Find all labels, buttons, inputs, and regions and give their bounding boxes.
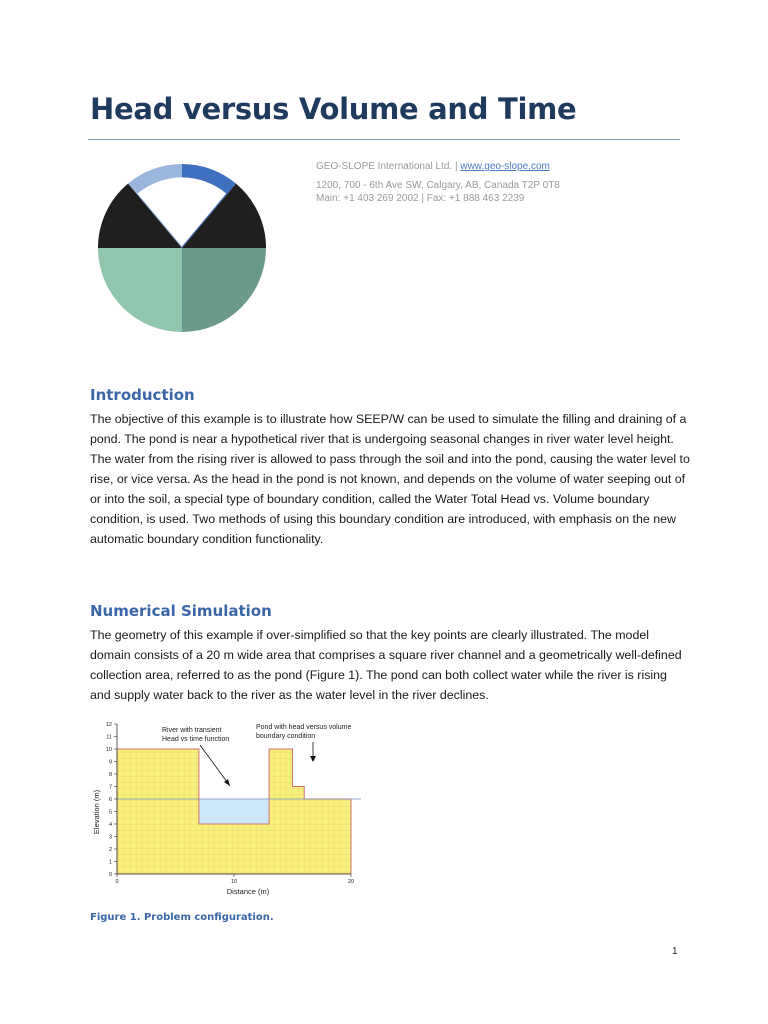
logo-segment-bottom-right: [182, 248, 266, 332]
company-info: [316, 160, 560, 205]
y-tick-label: 12: [105, 722, 112, 728]
y-tick-label: 1: [108, 859, 112, 866]
plot-area: [106, 722, 361, 885]
numerical-simulation-paragraph: The geometry of this example if over-simplified so that the key points are clearly illustrated. The model domain consists of a 20 m wide area that comprises a square river channel and a geometrically well-defined collection area, referred to as the pond (Figure 1). The pond can both collect water while the river is rising and supply water back to the river as the water level in the river declines.: [90, 628, 682, 702]
introduction-paragraph: The objective of this example is to illustrate how SEEP/W can be used to simulate the filling and draining of a pond. The pond is near a hypothetical river that is undergoing seasonal changes in river water level height. The water from the rising river is allowed to pass through the soil and into the pond, causing the water level to rise, or vice versa. As the head in the pond is not known, and depends on the volume of water seeping out of or into the soil, a special type of boundary condition, called the Water Total Head vs. Volume boundary condition, is used. Two methods of using this boundary condition are introduced, with emphasis on the new automatic boundary condition functionality.: [90, 412, 690, 546]
x-axis-label: Distance (m): [226, 887, 270, 896]
y-tick-label: 3: [108, 834, 112, 841]
company-website-link[interactable]: www.geo-slope.com: [460, 161, 550, 172]
y-tick-label: 0: [108, 872, 112, 878]
title-divider: [88, 139, 680, 140]
pond-annotation-line-2: boundary condition: [256, 733, 316, 740]
river-arrow-head: [224, 779, 230, 786]
figure-caption: Figure 1. Problem configuration.: [90, 912, 274, 923]
x-tick-label: 20: [347, 879, 355, 885]
y-tick-label: 11: [106, 734, 112, 741]
logo-circle: [98, 164, 266, 332]
logo-segment-bottom-left: [98, 248, 182, 332]
company-phone: Main: +1 403 269 2002 | Fax: +1 888 463 2239: [316, 193, 525, 204]
y-axis-label: Elevation (m): [92, 789, 101, 835]
company-separator: |: [454, 161, 458, 172]
y-tick-label: 5: [108, 809, 112, 816]
river-annotation-line-2: Head vs time function: [162, 736, 230, 743]
introduction-heading: Introduction: [90, 386, 195, 404]
y-tick-label: 2: [108, 847, 112, 853]
problem-configuration-figure: [88, 716, 368, 900]
company-logo: [96, 160, 268, 336]
pond-arrow-head: [310, 756, 316, 762]
y-tick-label: 6: [108, 797, 112, 803]
company-address: 1200, 700 - 6th Ave SW, Calgary, AB, Canada T2P 0T8: [316, 180, 560, 191]
y-tick-label: 7: [108, 784, 112, 791]
pond-annotation-line-1: Pond with head versus volume: [256, 724, 352, 731]
page-number: 1: [672, 946, 678, 957]
x-tick-label: 10: [230, 879, 238, 885]
river-annotation-line-1: River with transient: [162, 727, 222, 734]
company-name: GEO-SLOPE International Ltd.: [316, 161, 453, 172]
y-tick-label: 10: [105, 747, 112, 753]
y-tick-label: 9: [108, 759, 112, 766]
river-water: [199, 799, 269, 824]
y-tick-label: 8: [108, 772, 112, 778]
y-tick-label: 4: [108, 822, 112, 828]
x-tick-label: 0: [115, 879, 119, 885]
company-line-1: [316, 160, 560, 173]
numerical-simulation-heading: Numerical Simulation: [90, 602, 272, 620]
river-arrow: [200, 745, 230, 786]
document-title: Head versus Volume and Time: [90, 92, 577, 126]
